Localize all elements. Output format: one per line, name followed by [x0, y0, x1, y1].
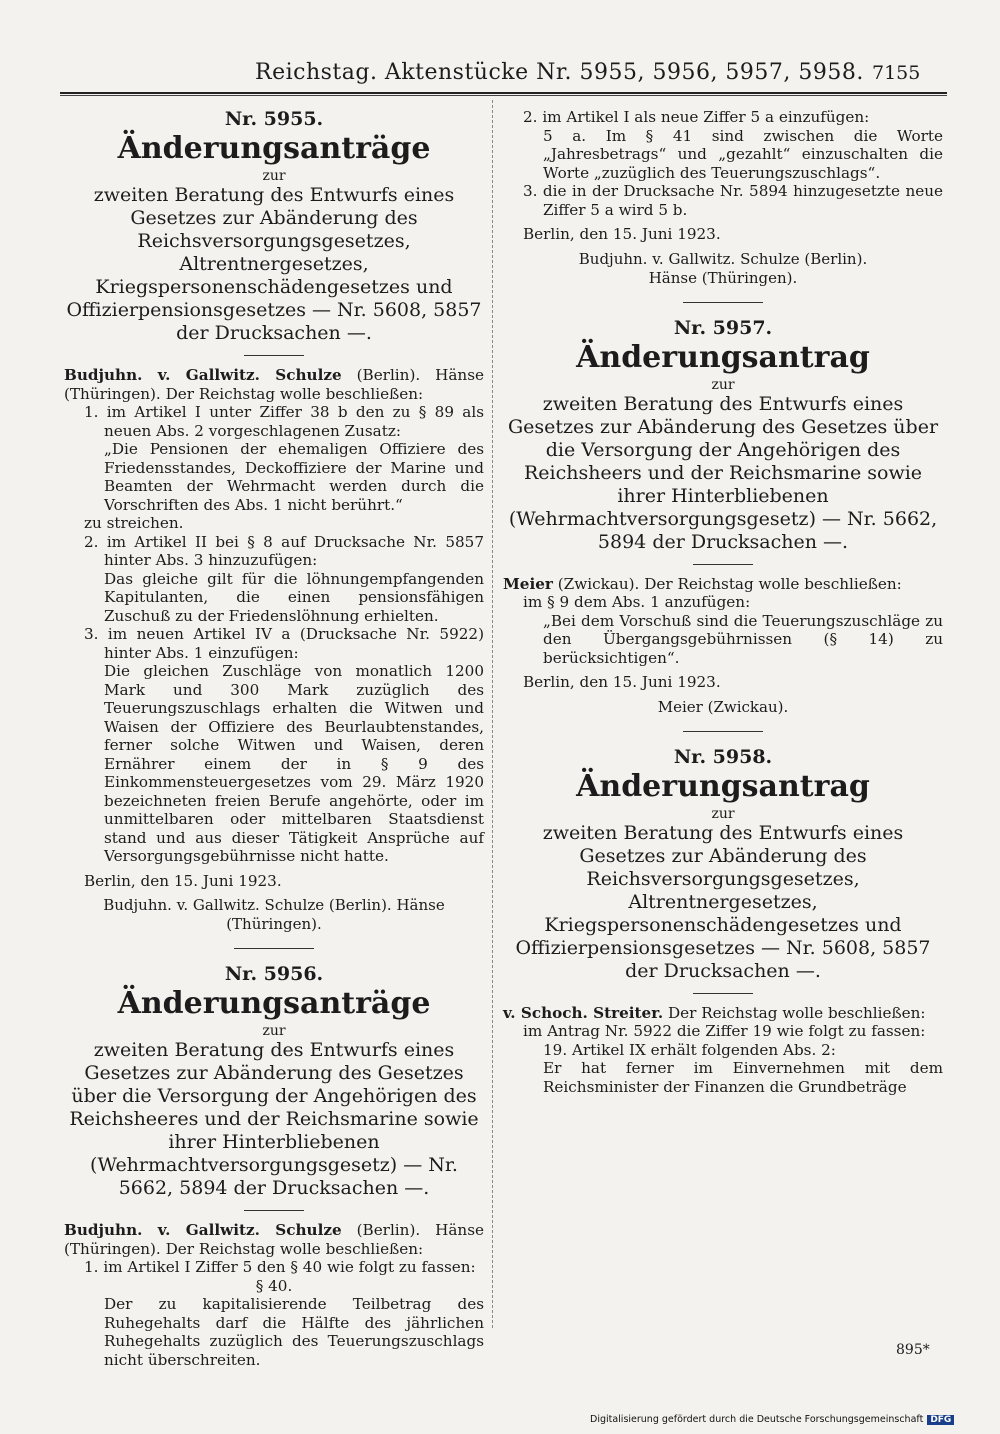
doc-number: Nr. 5955.: [224, 108, 324, 130]
page-number: 7155: [872, 62, 921, 84]
item-1: im § 9 dem Abs. 1 anzufügen:: [523, 593, 751, 611]
doc-title: Änderungsantrag: [576, 339, 870, 375]
intro: [503, 1004, 943, 1023]
doc-lead: zweiten Beratung des Entwurfs eines Gesetzes zur Abänderung des Reichsversorgungsgesetzes, Altrentnergesetzes, Kriegspersonenschädengesetzes und Offizierpensionsgesetzes — Nr. 5608, 5857 der Drucksachen —.: [66, 184, 482, 344]
header-rule: [60, 92, 947, 94]
item-1: 1. im Artikel I Ziffer 5 den § 40 wie folgt zu fassen:: [84, 1258, 476, 1276]
divider: [693, 993, 753, 994]
right-column: [503, 108, 943, 1096]
document-5955: [64, 108, 484, 934]
intro-names: v. Schoch. Streiter.: [503, 1003, 664, 1022]
divider: [234, 948, 314, 949]
item-2-quote: Das gleiche gilt für die löhnungempfangenden Kapitulanten, die einen pensionsfähigen Zuschuß zu der Friedenslöhnung erhielten.: [104, 569, 484, 625]
sheet-mark: 895*: [896, 1342, 930, 1358]
intro: [64, 1221, 484, 1258]
document-5958: [503, 746, 943, 1097]
intro: [503, 575, 943, 594]
doc-lead: zweiten Beratung des Entwurfs eines Gesetzes zur Abänderung des Reichsversorgungsgesetzes, Altrentnergesetzes, Kriegspersonenschädengesetzes und Offizierpensionsgesetzes — Nr. 5608, 5857 der Drucksachen —.: [515, 821, 931, 982]
item-1-end: zu streichen.: [84, 514, 184, 532]
date-line: Berlin, den 15. Juni 1923.: [84, 871, 282, 890]
intro-rest: (Berlin). Hänse (Thüringen). Der Reichstag wolle beschließen:: [64, 366, 484, 403]
doc-title: Änderungsanträge: [117, 131, 431, 166]
item-3: 3. die in der Drucksache Nr. 5894 hinzugesetzte neue Ziffer 5 a wird 5 b.: [523, 182, 943, 219]
date-line: Berlin, den 15. Juni 1923.: [523, 225, 721, 243]
intro-names: Meier: [503, 574, 553, 593]
intro-rest: Der Reichstag wolle beschließen:: [663, 1003, 926, 1022]
doc-title: Änderungsanträge: [117, 986, 431, 1021]
intro-names: Budjuhn. v. Gallwitz. Schulze: [64, 366, 342, 384]
date-line: Berlin, den 15. Juni 1923.: [523, 673, 721, 691]
signatures: Budjuhn. v. Gallwitz. Schulze (Berlin). Hänse (Thüringen).: [103, 896, 445, 933]
document-5957: [503, 317, 943, 717]
item-1-quote: „Bei dem Vorschuß sind die Teuerungszuschläge zu den Übergangsgebührnissen (§ 14) zu berücksichtigen“.: [543, 611, 943, 667]
document-5956-continued: [503, 108, 943, 288]
intro-names: Budjuhn. v. Gallwitz. Schulze: [64, 1221, 342, 1239]
item-3: 3. im neuen Artikel IV a (Drucksache Nr. 5922) hinter Abs. 1 einzufügen:: [84, 625, 484, 662]
item-1-quote: „Die Pensionen der ehemaligen Offiziere des Friedensstandes, Deckoffiziere der Marine und Beamten der Wehrmacht werden durch die Vorschriften des Abs. 1 nicht berührt.“: [104, 440, 484, 514]
item-1-sub: 19. Artikel IX erhält folgenden Abs. 2:: [543, 1040, 836, 1059]
divider: [244, 1210, 304, 1211]
doc-number: Nr. 5958.: [673, 745, 773, 768]
divider: [693, 564, 753, 565]
doc-number: Nr. 5956.: [224, 963, 324, 985]
doc-zur: zur: [711, 805, 735, 822]
digitization-footer: [590, 1414, 954, 1425]
item-2: 2. im Artikel II bei § 8 auf Drucksache Nr. 5857 hinter Abs. 3 hinzuzufügen:: [84, 532, 484, 569]
item-1-text: Der zu kapitalisierende Teilbetrag des Ruhegehalts darf die Hälfte des jährlichen Ruhegehalts zuzüglich des Teuerungszuschlags nicht überschreiten.: [104, 1295, 484, 1369]
doc-lead: zweiten Beratung des Entwurfs eines Gesetzes zur Abänderung des Gesetzes über die Versorgung der Angehörigen des Reichsheers und der Reichsmarine sowie ihrer Hinterbliebenen (Wehrmachtversorgungsgesetz) — Nr. 5662, 5894 der Drucksachen —.: [507, 392, 939, 553]
intro: [64, 366, 484, 403]
footer-text: Digitalisierung gefördert durch die Deutsche Forschungsgemeinschaft: [590, 1414, 924, 1425]
doc-zur: zur: [262, 1023, 286, 1039]
item-1: im Antrag Nr. 5922 die Ziffer 19 wie folgt zu fassen:: [523, 1022, 926, 1040]
item-3-quote: Die gleichen Zuschläge von monatlich 1200 Mark und 300 Mark zuzüglich des Teuerungszuschlags erhalten die Witwen und Waisen der Offiziere des Beurlaubtenstandes, ferner solche Witwen und Waisen, deren Ernährer einem der in § 9 des Einkommensteuergesetzes vom 29. März 1920 bezeichneten freien Berufe angehörte, oder im unmittelbaren oder mittelbaren Staatsdienst stand und aus dieser Tätigkeit Ansprüche auf Versorgungsgebührnisse nicht hatte.: [104, 662, 484, 865]
document-5956: [64, 963, 484, 1369]
doc-zur: zur: [262, 168, 286, 184]
signatures-line-2: Hänse (Thüringen).: [648, 268, 798, 287]
divider: [244, 355, 304, 356]
item-2: 2. im Artikel I als neue Ziffer 5 a einzufügen:: [523, 108, 870, 126]
column-separator: [492, 100, 493, 1328]
doc-lead: zweiten Beratung des Entwurfs eines Gesetzes zur Abänderung des Gesetzes über die Versorgung der Angehörigen des Reichsheeres und der Reichsmarine sowie ihrer Hinterbliebenen (Wehrmachtversorgungsgesetz) — Nr. 5662, 5894 der Drucksachen —.: [69, 1039, 479, 1199]
item-1-text: Er hat ferner im Einvernehmen mit dem Reichsminister der Finanzen die Grundbeträge: [543, 1059, 943, 1096]
doc-title: Änderungsantrag: [576, 768, 870, 804]
doc-number: Nr. 5957.: [673, 316, 773, 339]
signatures: Meier (Zwickau).: [657, 697, 789, 716]
divider: [683, 302, 763, 303]
header-rule-thin: [60, 95, 947, 96]
signatures-line-1: Budjuhn. v. Gallwitz. Schulze (Berlin).: [578, 249, 868, 268]
paragraph-heading: § 40.: [255, 1276, 293, 1295]
item-2-text: 5 a. Im § 41 sind zwischen die Worte „Jahresbetrags“ und „gezahlt“ einzuschalten die Worte „zuzüglich des Teuerungszuschlags“.: [543, 126, 943, 182]
page-header-title: Reichstag. Aktenstücke Nr. 5955, 5956, 5957, 5958.: [255, 60, 864, 85]
dfg-logo: DFG: [927, 1415, 954, 1425]
intro-rest: (Berlin). Hänse (Thüringen). Der Reichstag wolle beschließen:: [64, 1221, 484, 1258]
divider: [683, 731, 763, 732]
intro-rest: (Zwickau). Der Reichstag wolle beschließen:: [552, 574, 902, 593]
item-1: 1. im Artikel I unter Ziffer 38 b den zu § 89 als neuen Abs. 2 vorgeschlagenen Zusatz:: [84, 403, 484, 440]
left-column: [64, 108, 484, 1369]
doc-zur: zur: [711, 376, 735, 393]
